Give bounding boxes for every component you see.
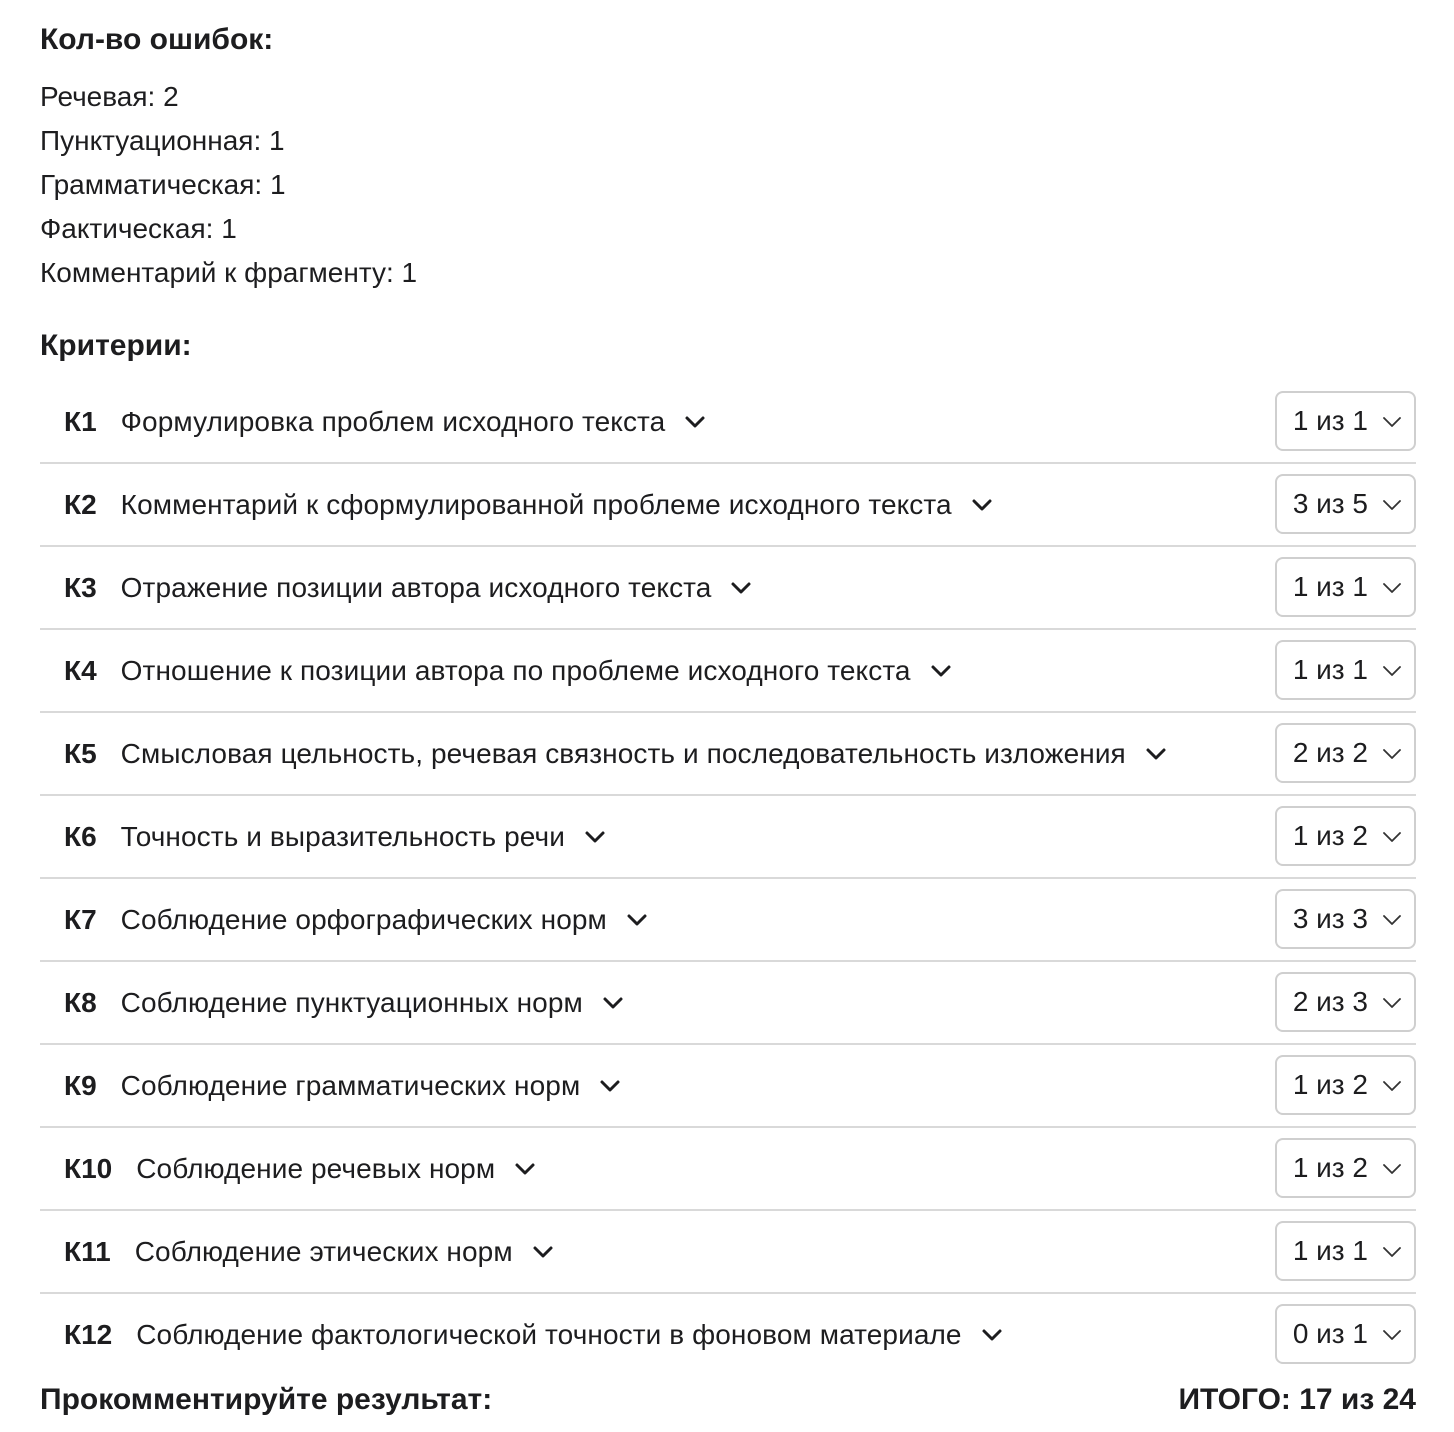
criterion-toggle-k11[interactable] (40, 1236, 1416, 1268)
score-value: 1 из 1 (1292, 1235, 1368, 1266)
comment-result-title: Прокомментируйте результат: (40, 1383, 493, 1416)
criterion-row-k12 (40, 1294, 1416, 1375)
criterion-code: К1 (64, 405, 97, 437)
select-arrow-icon (1382, 1245, 1402, 1257)
chevron-down-icon[interactable] (601, 991, 625, 1015)
score-value: 1 из 1 (1292, 405, 1368, 436)
chevron-down-icon[interactable] (929, 659, 953, 683)
criterion-code: К7 (64, 903, 97, 935)
score-select-k4[interactable] (1275, 640, 1416, 700)
criteria-title: Критерии: (40, 329, 192, 362)
criterion-row-k7 (40, 879, 1416, 962)
score-value: 2 из 2 (1292, 737, 1368, 768)
criterion-code: К6 (64, 820, 97, 852)
chevron-down-icon[interactable] (625, 908, 649, 932)
error-count-fragment-comment: Комментарий к фрагменту: 1 (40, 257, 418, 288)
select-arrow-icon (1382, 830, 1402, 842)
score-value: 1 из 1 (1292, 654, 1368, 685)
criterion-code: К3 (64, 571, 97, 603)
score-select-k1[interactable] (1275, 391, 1416, 451)
score-value: 1 из 2 (1292, 1152, 1368, 1183)
select-arrow-icon (1382, 581, 1402, 593)
score-select-k3[interactable] (1275, 557, 1416, 617)
criterion-name: Соблюдение пунктуационных норм (120, 986, 583, 1018)
score-select-k9[interactable] (1275, 1055, 1416, 1115)
criterion-toggle-k5[interactable] (40, 738, 1416, 770)
criterion-row-k11 (40, 1211, 1416, 1294)
chevron-down-icon[interactable] (1144, 742, 1168, 766)
select-arrow-icon (1382, 747, 1402, 759)
total-score: ИТОГО: 17 из 24 (1178, 1383, 1416, 1416)
select-arrow-icon (1382, 1162, 1402, 1174)
select-arrow-icon (1382, 913, 1402, 925)
chevron-down-icon[interactable] (598, 1074, 622, 1098)
select-arrow-icon (1382, 996, 1402, 1008)
criterion-code: К12 (64, 1318, 113, 1350)
criterion-row-k3 (40, 547, 1416, 630)
score-value: 2 из 3 (1292, 986, 1368, 1017)
criterion-row-k1 (40, 381, 1416, 464)
criterion-toggle-k12[interactable] (40, 1319, 1416, 1351)
criterion-code: К5 (64, 737, 97, 769)
criterion-row-k6 (40, 796, 1416, 879)
criterion-toggle-k2[interactable] (40, 489, 1416, 521)
criterion-code: К9 (64, 1069, 97, 1101)
criterion-toggle-k1[interactable] (40, 406, 1416, 438)
criterion-name: Отношение к позиции автора по проблеме исходного текста (120, 654, 911, 686)
score-value: 1 из 1 (1292, 571, 1368, 602)
errors-list (40, 75, 417, 295)
criterion-name: Точность и выразительность речи (120, 820, 565, 852)
criterion-row-k9 (40, 1045, 1416, 1128)
chevron-down-icon[interactable] (531, 1240, 555, 1264)
score-value: 3 из 5 (1292, 488, 1368, 519)
chevron-down-icon[interactable] (683, 410, 707, 434)
error-count-punctuation: Пунктуационная: 1 (40, 125, 285, 156)
chevron-down-icon[interactable] (729, 576, 753, 600)
score-value: 0 из 1 (1292, 1318, 1368, 1349)
select-arrow-icon (1382, 498, 1402, 510)
criterion-toggle-k7[interactable] (40, 904, 1416, 936)
score-select-k11[interactable] (1275, 1221, 1416, 1281)
criterion-row-k8 (40, 962, 1416, 1045)
criterion-name: Отражение позиции автора исходного текста (120, 571, 712, 603)
score-select-k8[interactable] (1275, 972, 1416, 1032)
criterion-code: К8 (64, 986, 97, 1018)
criterion-toggle-k6[interactable] (40, 821, 1416, 853)
errors-title: Кол-во ошибок: (40, 23, 274, 56)
score-select-k7[interactable] (1275, 889, 1416, 949)
error-count-speech: Речевая: 2 (40, 81, 179, 112)
chevron-down-icon[interactable] (970, 493, 994, 517)
criterion-toggle-k10[interactable] (40, 1153, 1416, 1185)
select-arrow-icon (1382, 1328, 1402, 1340)
chevron-down-icon[interactable] (583, 825, 607, 849)
chevron-down-icon[interactable] (980, 1323, 1004, 1347)
criterion-toggle-k9[interactable] (40, 1070, 1416, 1102)
criterion-code: К10 (64, 1152, 113, 1184)
score-select-k6[interactable] (1275, 806, 1416, 866)
chevron-down-icon[interactable] (513, 1157, 537, 1181)
criterion-name: Соблюдение фактологической точности в фоновом материале (136, 1318, 962, 1350)
criterion-name: Смысловая цельность, речевая связность и последовательность изложения (120, 737, 1126, 769)
select-arrow-icon (1382, 1079, 1402, 1091)
criterion-name: Комментарий к сформулированной проблеме исходного текста (120, 488, 952, 520)
criterion-name: Соблюдение грамматических норм (120, 1069, 581, 1101)
score-select-k2[interactable] (1275, 474, 1416, 534)
criterion-code: К2 (64, 488, 97, 520)
criterion-name: Формулировка проблем исходного текста (120, 405, 666, 437)
select-arrow-icon (1382, 664, 1402, 676)
select-arrow-icon (1382, 415, 1402, 427)
score-value: 1 из 2 (1292, 820, 1368, 851)
criterion-row-k4 (40, 630, 1416, 713)
criteria-list (40, 381, 1416, 1375)
error-count-grammar: Грамматическая: 1 (40, 169, 286, 200)
error-count-factual: Фактическая: 1 (40, 213, 237, 244)
criterion-name: Соблюдение этических норм (134, 1235, 513, 1267)
criterion-name: Соблюдение речевых норм (136, 1152, 496, 1184)
criterion-toggle-k3[interactable] (40, 572, 1416, 604)
score-value: 3 из 3 (1292, 903, 1368, 934)
criterion-name: Соблюдение орфографических норм (120, 903, 607, 935)
criterion-code: К4 (64, 654, 97, 686)
score-select-k12[interactable] (1275, 1304, 1416, 1364)
score-value: 1 из 2 (1292, 1069, 1368, 1100)
criterion-toggle-k4[interactable] (40, 655, 1416, 687)
criterion-row-k2 (40, 464, 1416, 547)
criterion-row-k10 (40, 1128, 1416, 1211)
criterion-row-k5 (40, 713, 1416, 796)
criterion-toggle-k8[interactable] (40, 987, 1416, 1019)
score-select-k5[interactable] (1275, 723, 1416, 783)
criterion-code: К11 (64, 1235, 111, 1267)
score-select-k10[interactable] (1275, 1138, 1416, 1198)
